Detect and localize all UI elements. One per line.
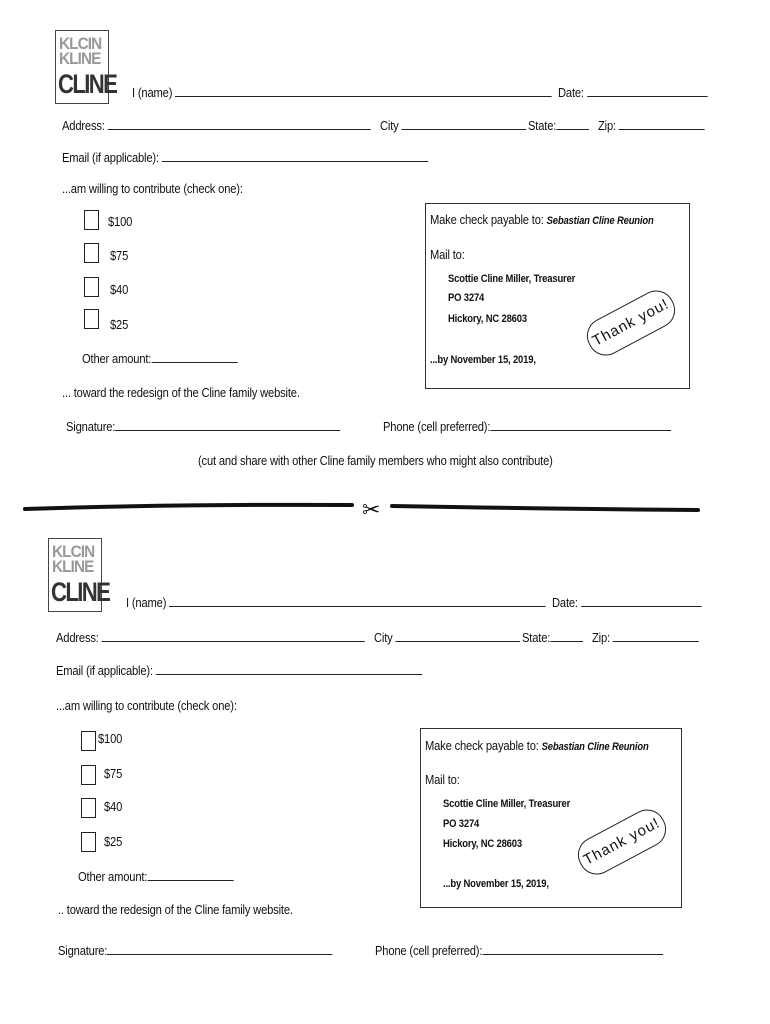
checkbox-25[interactable] bbox=[81, 832, 96, 852]
checkbox-75[interactable] bbox=[81, 765, 96, 785]
toward-text: ... toward the redesign of the Cline family website. bbox=[62, 385, 300, 400]
checkbox-40[interactable] bbox=[81, 798, 96, 818]
address-line[interactable]: Address: bbox=[56, 630, 365, 645]
mail-to-label: Mail to: bbox=[430, 247, 465, 262]
thank-you-stamp: Thank you! bbox=[581, 284, 682, 362]
signature-line[interactable]: Signature: bbox=[66, 419, 341, 434]
name-line[interactable]: I (name) bbox=[126, 595, 546, 610]
mail-to-label: Mail to: bbox=[425, 772, 460, 787]
payment-box bbox=[420, 728, 682, 908]
address-line[interactable]: Address: bbox=[62, 118, 371, 133]
date-line[interactable]: Date: bbox=[552, 595, 701, 610]
cline-logo: KLCIN KLINE CLINE bbox=[48, 538, 102, 612]
option-75: $75 bbox=[110, 248, 129, 263]
mail-address-1: Scottie Cline Miller, Treasurer bbox=[443, 798, 571, 810]
date-line[interactable]: Date: bbox=[558, 85, 707, 100]
email-line[interactable]: Email (if applicable): bbox=[62, 150, 428, 165]
thank-you-stamp: Thank you! bbox=[572, 803, 673, 881]
city-line[interactable]: City bbox=[380, 118, 526, 133]
option-100: $100 bbox=[98, 731, 123, 746]
state-line[interactable]: State: bbox=[522, 630, 583, 645]
option-40: $40 bbox=[110, 282, 129, 297]
option-25: $25 bbox=[104, 834, 123, 849]
share-note: (cut and share with other Cline family members who might also contribute) bbox=[198, 453, 553, 468]
mail-address-1: Scottie Cline Miller, Treasurer bbox=[448, 273, 576, 285]
other-amount-line[interactable]: Other amount: bbox=[82, 351, 237, 366]
option-100: $100 bbox=[108, 214, 133, 229]
phone-line[interactable]: Phone (cell preferred): bbox=[383, 419, 671, 434]
mail-address-2: PO 3274 bbox=[443, 818, 480, 830]
contribute-label: ...am willing to contribute (check one): bbox=[56, 698, 237, 713]
phone-line[interactable]: Phone (cell preferred): bbox=[375, 943, 663, 958]
payable-to: Make check payable to: Sebastian Cline Reunion bbox=[425, 738, 649, 753]
zip-line[interactable]: Zip: bbox=[598, 118, 705, 133]
signature-line[interactable]: Signature: bbox=[58, 943, 333, 958]
option-25: $25 bbox=[110, 317, 129, 332]
mail-address-3: Hickory, NC 28603 bbox=[443, 838, 522, 850]
zip-line[interactable]: Zip: bbox=[592, 630, 699, 645]
deadline: ...by November 15, 2019, bbox=[430, 354, 536, 366]
cline-logo: KLCIN KLINE CLINE bbox=[55, 30, 109, 104]
option-75: $75 bbox=[104, 766, 123, 781]
toward-text: .. toward the redesign of the Cline family website. bbox=[58, 902, 293, 917]
deadline: ...by November 15, 2019, bbox=[443, 878, 549, 890]
other-amount-line[interactable]: Other amount: bbox=[78, 869, 233, 884]
option-40: $40 bbox=[104, 799, 123, 814]
state-line[interactable]: State: bbox=[528, 118, 589, 133]
mail-address-3: Hickory, NC 28603 bbox=[448, 313, 527, 325]
mail-address-2: PO 3274 bbox=[448, 292, 485, 304]
checkbox-100[interactable] bbox=[81, 731, 96, 751]
payable-to: Make check payable to: Sebastian Cline Reunion bbox=[430, 212, 654, 227]
name-line[interactable]: I (name) bbox=[132, 85, 552, 100]
contribute-label: ...am willing to contribute (check one): bbox=[62, 181, 243, 196]
email-line[interactable]: Email (if applicable): bbox=[56, 663, 422, 678]
scissors-icon: ✂ bbox=[362, 497, 381, 522]
city-line[interactable]: City bbox=[374, 630, 520, 645]
